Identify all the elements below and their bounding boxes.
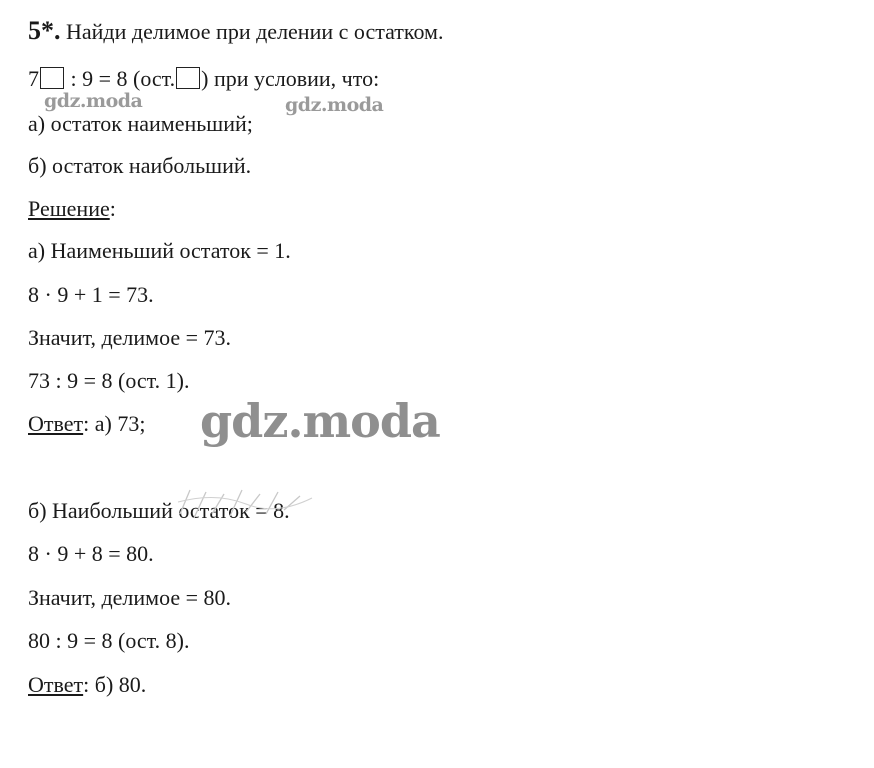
answer-a (28, 411, 145, 437)
solution-heading (28, 196, 116, 222)
task-expression (28, 66, 379, 92)
task-title: Найди делимое при делении с остатком. (66, 19, 444, 44)
solution-b-line2: 8 · 9 + 8 = 80. (28, 541, 154, 566)
task-number: 5*. (28, 16, 61, 45)
solution-a-line1: а) Наименьший остаток = 1. (28, 238, 291, 263)
solution-heading-text: Решение (28, 196, 110, 221)
solution-b-line4: 80 : 9 = 8 (ост. 8). (28, 628, 190, 653)
solution-b-line1: б) Наибольший остаток = 8. (28, 498, 290, 523)
solution-a-line4: 73 : 9 = 8 (ост. 1). (28, 368, 190, 393)
expr-prefix: 7 (28, 66, 39, 91)
solution-a-line2: 8 · 9 + 1 = 73. (28, 282, 154, 307)
watermark-small-1: gdz.moda (44, 90, 143, 112)
answer-a-text: : а) 73; (83, 411, 146, 436)
dividend-blank-box (40, 67, 64, 89)
remainder-blank-box (176, 67, 200, 89)
expr-middle: : 9 = 8 (ост. (65, 66, 176, 91)
condition-b: б) остаток наибольший. (28, 153, 252, 178)
watermark-small-2: gdz.moda (285, 94, 384, 116)
answer-b-label: Ответ (28, 672, 84, 697)
scribble-watermark (176, 484, 316, 524)
solution-a-line3: Значит, делимое = 73. (28, 325, 232, 350)
expr-suffix: ) при условии, что: (201, 66, 380, 91)
answer-b (28, 672, 146, 698)
watermark-large: gdz.moda (200, 394, 440, 448)
solution-heading-colon: : (109, 196, 116, 221)
solution-b-line3: Значит, делимое = 80. (28, 585, 232, 610)
task-title-line (28, 18, 443, 45)
condition-a: а) остаток наименьший; (28, 111, 253, 136)
answer-b-text: : б) 80. (83, 672, 147, 697)
answer-a-label: Ответ (28, 411, 84, 436)
